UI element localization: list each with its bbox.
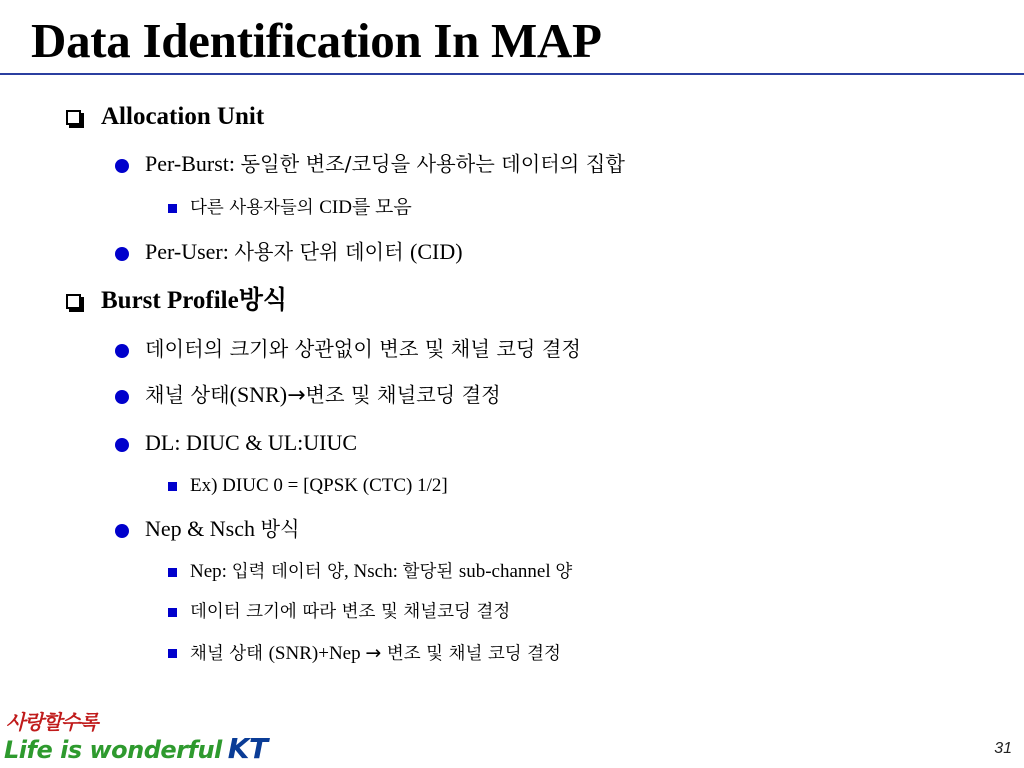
text-korean: 방식 xyxy=(260,517,300,541)
round-bullet-icon xyxy=(115,247,129,261)
bullet-item-per-user xyxy=(0,238,1024,266)
text-suffix: sub-channel xyxy=(458,561,556,582)
text-korean: 양 xyxy=(555,562,573,582)
logo-slogan-english xyxy=(4,732,268,765)
bullet-item-size-independent xyxy=(0,335,1024,363)
logo-brand: KT xyxy=(227,732,268,765)
bullet-text xyxy=(190,600,510,624)
round-bullet-icon xyxy=(115,524,129,538)
text-suffix: (SNR) xyxy=(229,382,288,407)
text-suffix: (SNR)+Nep xyxy=(268,643,366,664)
bullet-text: DL: DIUC & UL:UIUC xyxy=(145,430,358,455)
logo-slogan-text: Life is wonderful xyxy=(4,736,222,764)
checkbox-bullet-icon xyxy=(66,110,81,125)
round-bullet-icon xyxy=(115,438,129,452)
page-number: 31 xyxy=(994,740,1012,757)
round-bullet-icon xyxy=(115,159,129,173)
bullet-item-channel-state xyxy=(0,381,1024,409)
sub-bullet-item-size-based xyxy=(0,600,1024,624)
text-korean: 변조 및 채널 코딩 결정 xyxy=(381,644,561,664)
bullet-text: Burst Profile방식 xyxy=(101,287,288,314)
text-korean: 할당된 xyxy=(402,562,459,582)
text-korean: 다른 사용자들의 xyxy=(190,198,320,218)
bullet-text xyxy=(190,641,561,666)
kt-logo xyxy=(4,706,284,764)
bullet-item-nep-nsch xyxy=(0,515,1024,543)
text-korean: 채널 상태 xyxy=(190,644,269,664)
bullet-text xyxy=(190,560,572,584)
right-arrow-icon: → xyxy=(365,642,382,664)
text-suffix: CID를 모음 xyxy=(319,197,412,218)
sub-bullet-item-snr-nep xyxy=(0,641,1024,665)
square-bullet-icon xyxy=(168,649,177,658)
text-suffix: , Nsch: xyxy=(344,561,403,582)
bullet-text: Allocation Unit xyxy=(101,103,265,130)
text-suffix: (CID) xyxy=(410,239,463,264)
round-bullet-icon xyxy=(115,344,129,358)
bullet-item-allocation-unit xyxy=(0,102,1024,132)
bullet-item-per-burst xyxy=(0,150,1024,178)
sub-bullet-item-nep-definition xyxy=(0,560,1024,584)
bullet-text xyxy=(145,238,463,266)
bullet-text xyxy=(145,515,300,543)
square-bullet-icon xyxy=(168,568,177,577)
text-korean: 채널 상태 xyxy=(145,383,230,407)
text-prefix: Nep: xyxy=(190,561,232,582)
checkbox-bullet-icon xyxy=(66,294,81,309)
text-korean: 동일한 변조/코딩을 사용하는 데이터의 집합 xyxy=(240,152,625,176)
right-arrow-icon: → xyxy=(287,383,306,408)
square-bullet-icon xyxy=(168,204,177,213)
bullet-text: Ex) DIUC 0 = [QPSK (CTC) 1/2] xyxy=(190,475,448,496)
text-korean: 사용자 단위 데이터 xyxy=(234,240,411,264)
bullet-text xyxy=(190,196,412,220)
text-prefix: Nep & Nsch xyxy=(145,516,261,541)
text-korean: 변조 및 채널코딩 결정 xyxy=(305,383,501,407)
text-korean: 입력 데이터 양 xyxy=(231,562,345,582)
round-bullet-icon xyxy=(115,390,129,404)
sub-bullet-item-diuc-example xyxy=(0,474,1024,498)
title-divider xyxy=(0,73,1024,75)
bullet-item-burst-profile xyxy=(0,286,1024,316)
text-korean: 데이터 크기에 따라 변조 및 채널코딩 결정 xyxy=(190,602,511,622)
text-prefix: Per-User: xyxy=(145,239,235,264)
text-prefix: Per-Burst: xyxy=(145,151,241,176)
text-korean: 데이터의 크기와 상관없이 변조 및 채널 코딩 결정 xyxy=(145,337,581,361)
bullet-item-diuc-uiuc xyxy=(0,429,1024,457)
bullet-text xyxy=(145,150,625,178)
bullet-text xyxy=(145,381,501,410)
bullet-text xyxy=(145,335,581,363)
slide-title: Data Identification In MAP xyxy=(31,13,602,68)
sub-bullet-item-cid xyxy=(0,196,1024,220)
square-bullet-icon xyxy=(168,608,177,617)
square-bullet-icon xyxy=(168,482,177,491)
logo-slogan-korean: 사랑할수록 xyxy=(6,710,98,734)
